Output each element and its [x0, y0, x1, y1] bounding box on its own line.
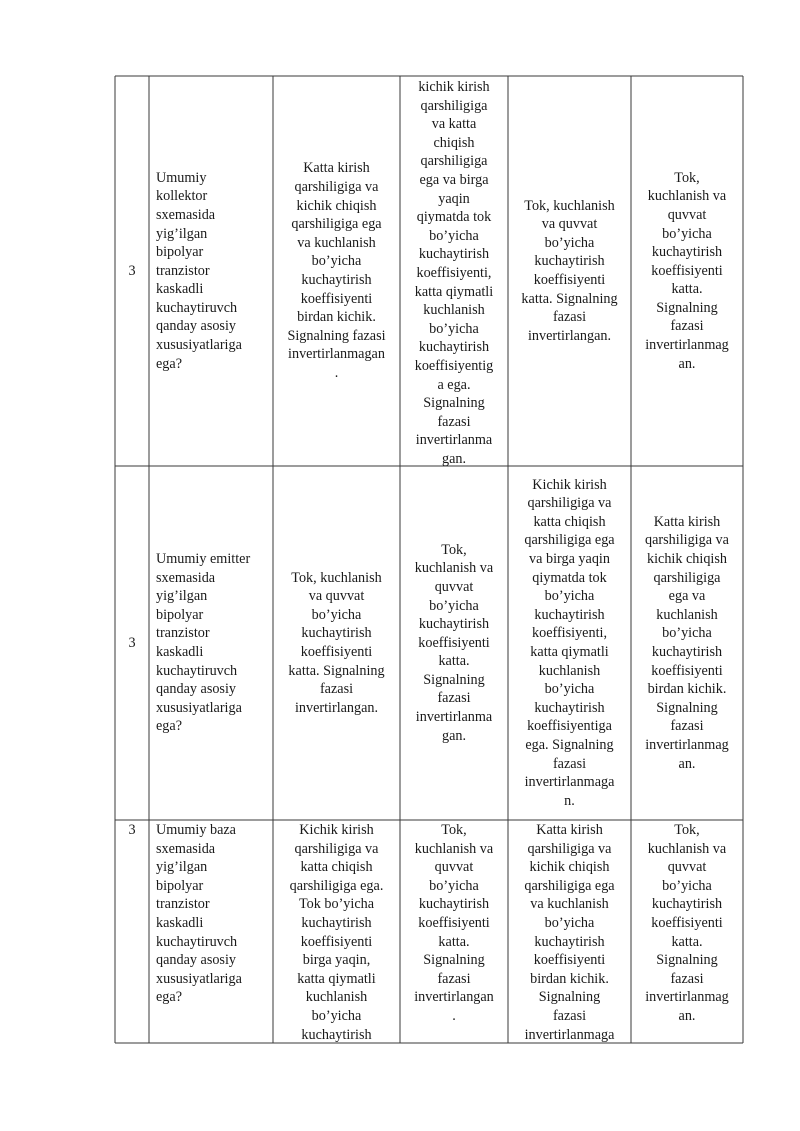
row-1-option-a: Katta kirish qarshiligiga va kichik chiqish qarshiligiga ega va kuchlanish bo’yicha kuchaytirish koeffisiyenti birdan kichik. Signalning fazasi invertirlanmagan .	[287, 160, 386, 381]
row-3-option-a: Kichik kirish qarshiligiga va katta chiqish qarshiligiga ega. Tok bo’yicha kuchaytirish koeffisiyenti birga yaqin, katta qiymatli kuchlanish bo’yicha kuchaytirish	[289, 822, 384, 1043]
row-1-number: 3	[128, 262, 136, 279]
row-3-number: 3	[128, 822, 136, 838]
row-1-question: Umumiy kollektor sxemasida yig’ilgan bipolyar tranzistor kaskadli kuchaytiruvch qanday asosiy xususiyatlariga ega?	[156, 169, 242, 372]
row-2-option-a: Tok, kuchlanish va quvvat bo’yicha kuchaytirish koeffisiyenti katta. Signalning fazasi invertirlangan.	[288, 569, 385, 716]
row-2-question: Umumiy emitter sxemasida yig’ilgan bipolyar tranzistor kaskadli kuchaytiruvch qanday asosiy xususiyatlariga ega?	[156, 551, 251, 735]
row-2-option-c: Kichik kirish qarshiligiga va katta chiqish qarshiligiga ega va birga yaqin qiymatda tok bo’yicha kuchaytirish koeffisiyenti, katta qiymatli kuchlanish bo’yicha kuchaytirish koeffisiyentiga ega. Signalning fazasi invertirlanmaga n.	[524, 476, 615, 809]
row-2-number: 3	[128, 634, 136, 651]
row-3-option-d: Tok, kuchlanish va quvvat bo’yicha kuchaytirish koeffisiyenti katta. Signalning fazasi invertirlanmag an.	[645, 822, 729, 1024]
row-3-option-b: Tok, kuchlanish va quvvat bo’yicha kuchaytirish koeffisiyenti katta. Signalning fazasi invertirlangan .	[414, 822, 494, 1024]
row-1-option-d: Tok, kuchlanish va quvvat bo’yicha kuchaytirish koeffisiyenti katta. Signalning fazasi invertirlanmag an.	[645, 169, 729, 372]
row-1-option-b: kichik kirish qarshiligiga va katta chiqish qarshiligiga ega va birga yaqin qiymatda tok bo’yicha kuchaytirish koeffisiyenti, katta qiymatli kuchlanish bo’yicha kuchaytirish koeffisiyentig a ega. Signalning fazasi invertirlanma gan.	[414, 79, 494, 467]
row-3-question: Umumiy baza sxemasida yig’ilgan bipolyar tranzistor kaskadli kuchaytiruvch qanday asosiy xususiyatlariga ega?	[156, 822, 242, 1006]
row-2-option-b: Tok, kuchlanish va quvvat bo’yicha kuchaytirish koeffisiyenti katta. Signalning fazasi invertirlanma gan.	[414, 541, 494, 744]
row-1-option-c: Tok, kuchlanish va quvvat bo’yicha kuchaytirish koeffisiyenti katta. Signalning fazasi invertirlangan.	[521, 197, 618, 344]
row-3-option-c: Katta kirish qarshiligiga va kichik chiqish qarshiligiga ega va kuchlanish bo’yicha kuchaytirish koeffisiyenti birdan kichik. Signalning fazasi invertirlanmaga	[524, 822, 615, 1043]
row-2-option-d: Katta kirish qarshiligiga va kichik chiqish qarshiligiga ega va kuchlanish bo’yicha kuchaytirish koeffisiyenti birdan kichik. Signalning fazasi invertirlanmag an.	[645, 513, 729, 772]
